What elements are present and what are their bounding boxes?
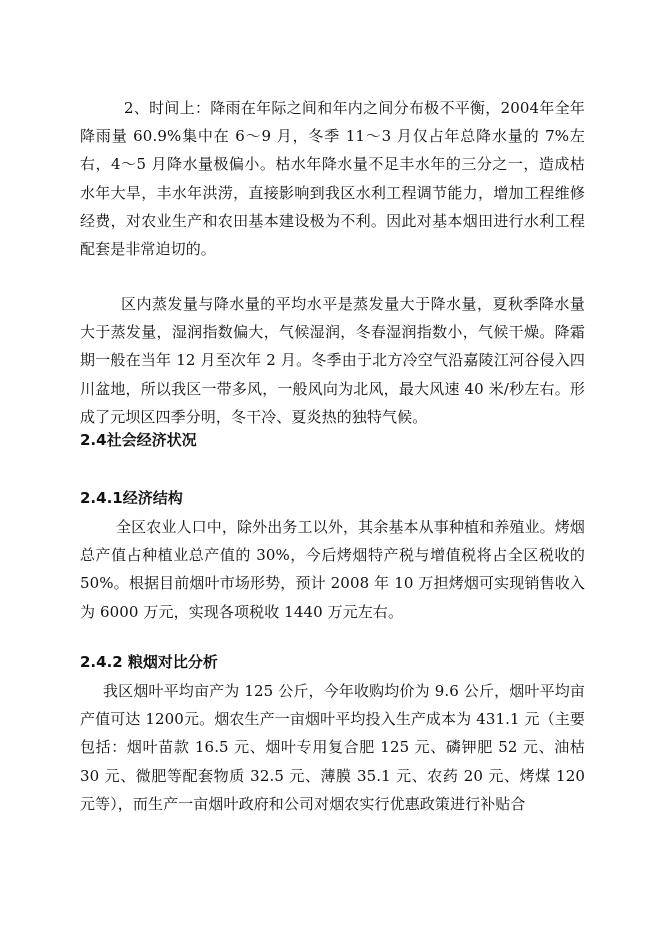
heading-socioeconomic-status: 2.4社会经济状况 [80, 431, 197, 449]
paragraph-evaporation-climate: 区内蒸发量与降水量的平均水平是蒸发量大于降水量，夏秋季降水量大于蒸发量，湿润指数偏大，气候湿润，冬春湿润指数小，气候干燥。降霜期一般在当年 12 月至次年 2 月。冬季由于北方冷空气沿嘉陵江河谷侵入四川盆地，所以我区一带多风，一般风向为北风，最大风速 40 米/秒左右。形成了元坝区四季分明，冬干冷、夏炎热的独特气候。 [80, 295, 585, 426]
heading-economic-structure: 2.4.1经济结构 [80, 489, 183, 507]
paragraph-grain-tobacco-comparison: 我区烟叶平均亩产为 125 公斤，今年收购均价为 9.6 公斤，烟叶平均亩产值可达 1200元。烟农生产一亩烟叶平均投入生产成本为 431.1 元（主要包括：烟叶苗款 16.5 元、烟叶专用复合肥 125 元、磷钾肥 52 元、油枯 30 元、微肥等配套物质 32.5 元、薄膜 35.1 元、农药 20 元、烤煤 120 元等），而生产一亩烟叶政府和公司对烟农实行优惠政策进行补贴合 [80, 682, 585, 813]
heading-grain-tobacco-comparison: 2.4.2 粮烟对比分析 [80, 653, 218, 671]
paragraph-rainfall-timing: 2、时间上：降雨在年际之间和年内之间分布极不平衡，2004年全年降雨量 60.9%集中在 6～9 月，冬季 11～3 月仅占年总降水量的 7%左右，4～5 月降水量极偏小。枯水年降水量不足丰水年的三分之一，造成枯水年大旱，丰水年洪涝，直接影响到我区水利工程调节能力，增加工程维修经费，对农业生产和农田基本建设极为不利。因此对基本烟田进行水利工程配套是非常迫切的。 [80, 99, 585, 259]
paragraph-economic-structure: 全区农业人口中，除外出务工以外，其余基本从事种植和养殖业。烤烟总产值占种植业总产值的 30%，今后烤烟特产税与增值税将占全区税收的 50%。根据目前烟叶市场形势，预计 2008 年 10 万担烤烟可实现销售收入为 6000 万元，实现各项税收 1440 万元左右。 [80, 518, 585, 621]
